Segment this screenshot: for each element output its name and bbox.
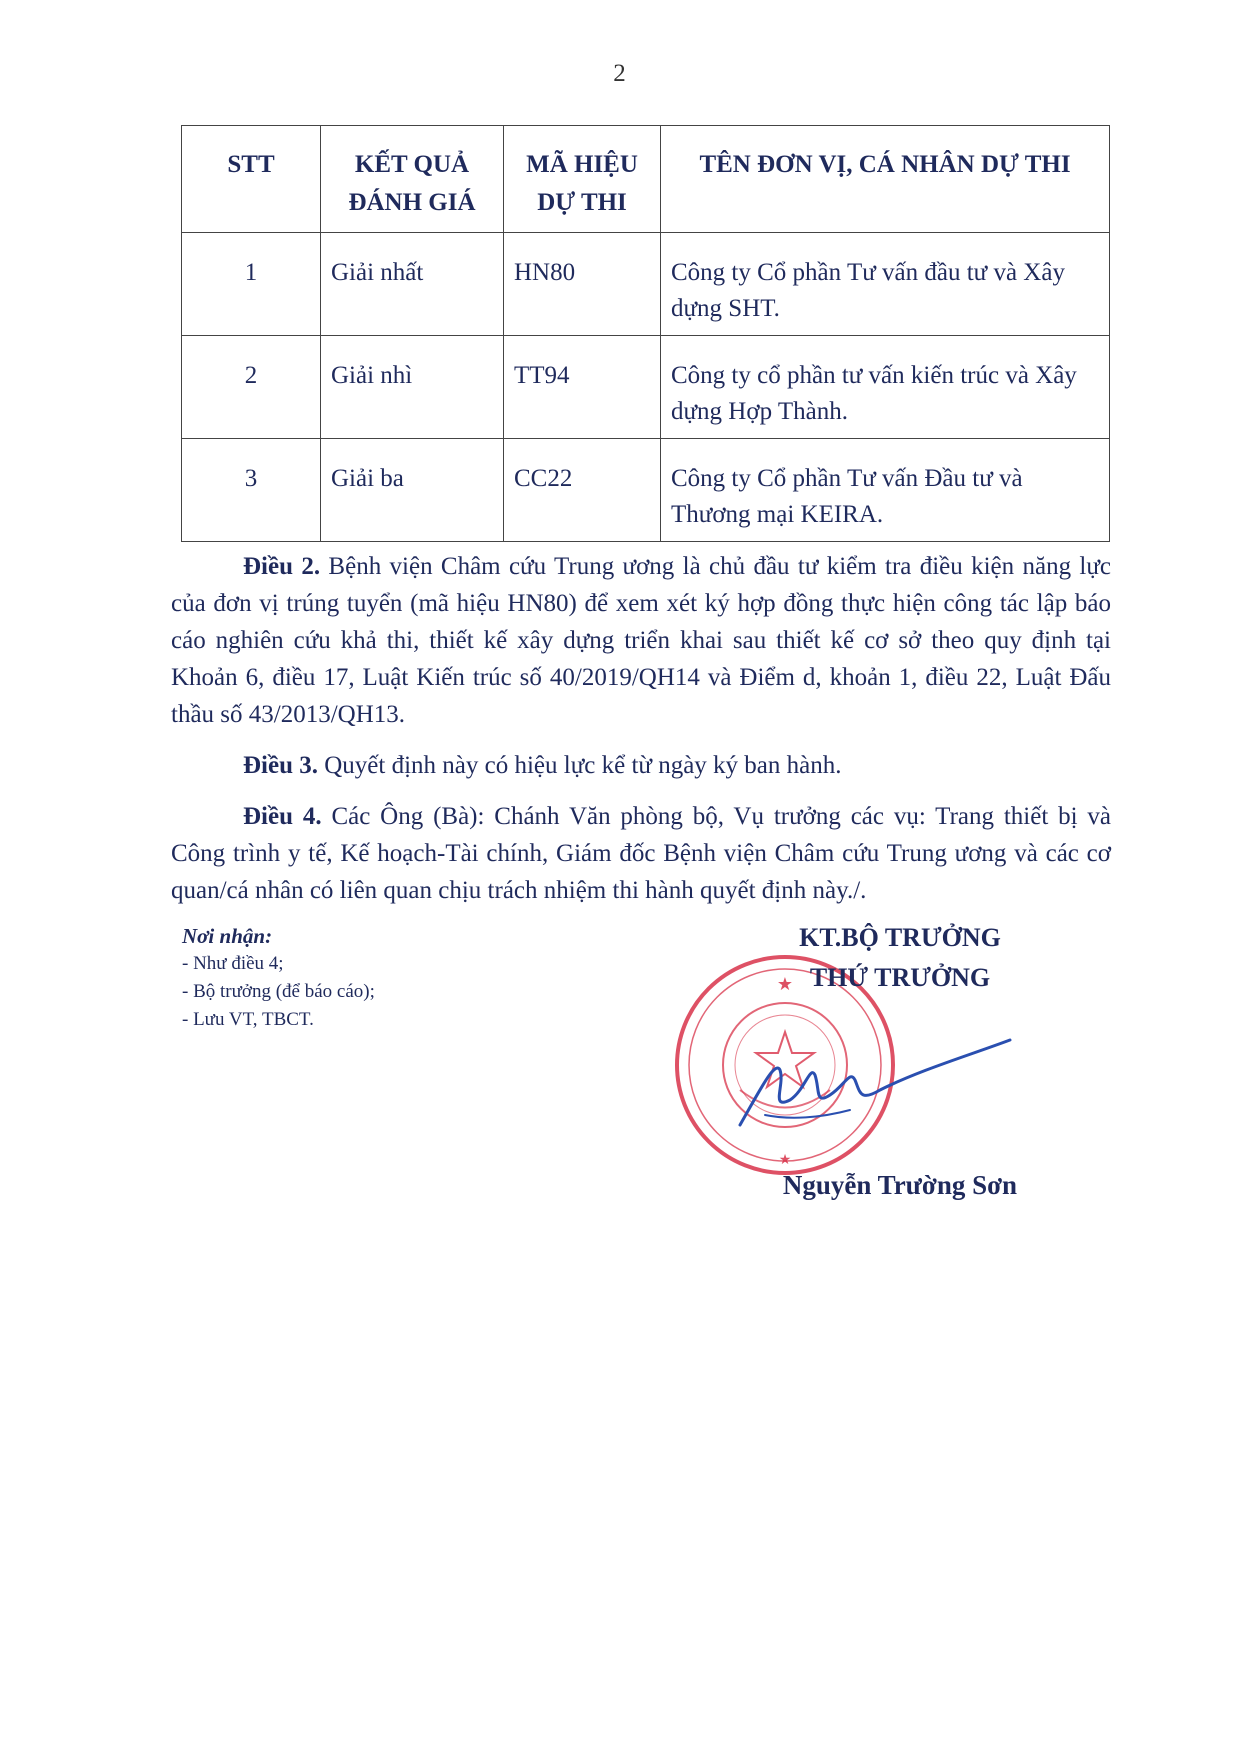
article-3-label: Điều 3. — [243, 752, 318, 779]
row-result: Giải nhì — [321, 336, 504, 439]
recipients — [182, 922, 602, 1034]
row-code: CC22 — [504, 439, 661, 542]
svg-text:★: ★ — [778, 1153, 792, 1168]
row-code: TT94 — [504, 336, 661, 439]
row-code: HN80 — [504, 233, 661, 336]
row-stt: 3 — [182, 439, 321, 542]
signature-line-1: KT.BỘ TRƯỞNG — [799, 923, 1001, 952]
header-code: MÃ HIỆU DỰ THI — [504, 126, 661, 233]
svg-text:★: ★ — [776, 974, 794, 994]
recipient-item: - Lưu VT, TBCT. — [182, 1009, 314, 1030]
article-2-label: Điều 2. — [243, 553, 321, 580]
row-result: Giải nhất — [321, 233, 504, 336]
article-4 — [171, 798, 1111, 909]
header-result: KẾT QUẢ ĐÁNH GIÁ — [321, 126, 504, 233]
table-row — [182, 439, 1110, 542]
signature-line-2: THỨ TRƯỞNG — [809, 963, 991, 992]
article-4-label: Điều 4. — [243, 803, 322, 830]
recipient-item: - Bộ trưởng (để báo cáo); — [182, 981, 375, 1002]
articles — [171, 548, 1111, 923]
row-name: Công ty Cổ phần Tư vấn Đầu tư và Thương mại KEIRA. — [661, 439, 1110, 542]
row-name: Công ty cổ phần tư vấn kiến trúc và Xây dựng Hợp Thành. — [661, 336, 1110, 439]
article-2-text: Bệnh viện Châm cứu Trung ương là chủ đầu tư kiểm tra điều kiện năng lực của đơn vị trúng tuyển (mã hiệu HN80) để xem xét ký hợp đồng thực hiện công tác lập báo cáo nghiên cứu khả thi, thiết kế xây dựng triển khai sau thiết kế cơ sở theo quy định tại Khoản 6, điều 17, Luật Kiến trúc số 40/2019/QH14 và Điểm d, khoản 1, điều 22, Luật Đấu thầu số 43/2013/QH13. — [171, 553, 1112, 728]
recipients-title: Nơi nhận: — [182, 924, 273, 948]
row-result: Giải ba — [321, 439, 504, 542]
row-stt: 2 — [182, 336, 321, 439]
article-4-text: Các Ông (Bà): Chánh Văn phòng bộ, Vụ trưởng các vụ: Trang thiết bị và Công trình y tế, Kế hoạch-Tài chính, Giám đốc Bệnh viện Châm cứu Trung ương và các cơ quan/cá nhân có liên quan chịu trách nhiệm thi hành quyết định này./. — [171, 803, 1112, 904]
table-row — [182, 233, 1110, 336]
article-3 — [171, 747, 1111, 784]
table-header-row — [182, 126, 1110, 233]
signature-block — [700, 918, 1100, 998]
row-stt: 1 — [182, 233, 321, 336]
signer-name: Nguyễn Trường Sơn — [782, 1170, 1018, 1200]
table-row — [182, 336, 1110, 439]
recipient-item: - Như điều 4; — [182, 953, 284, 974]
row-name: Công ty Cổ phần Tư vấn đầu tư và Xây dựng SHT. — [661, 233, 1110, 336]
header-name: TÊN ĐƠN VỊ, CÁ NHÂN DỰ THI — [661, 126, 1110, 233]
page-number: 2 — [613, 60, 626, 87]
article-2 — [171, 548, 1111, 733]
handwritten-signature — [720, 1030, 1020, 1140]
header-stt: STT — [182, 126, 321, 233]
article-3-text: Quyết định này có hiệu lực kể từ ngày ký ban hành. — [318, 752, 842, 779]
results-table — [181, 125, 1110, 542]
